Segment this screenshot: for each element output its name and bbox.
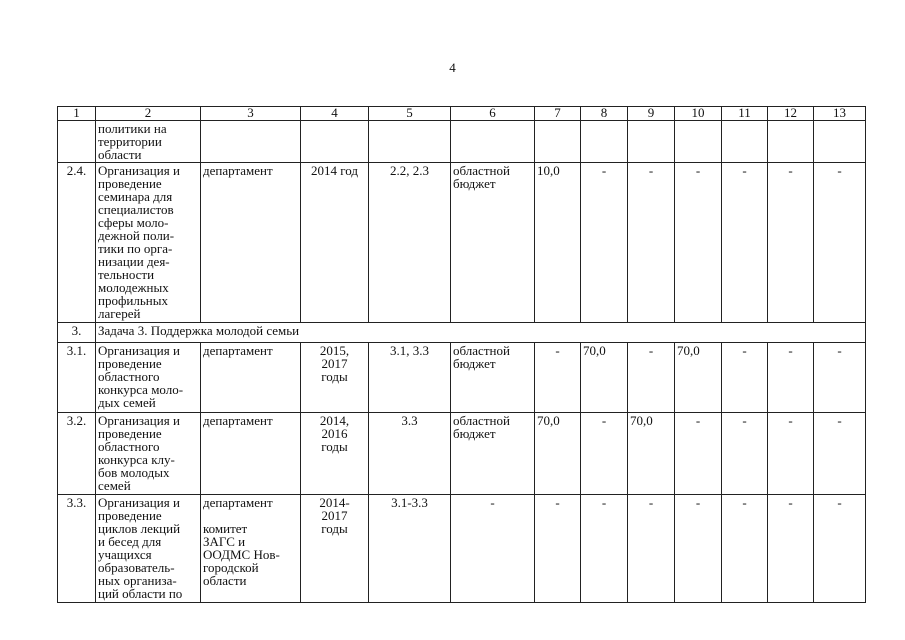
amount-cell: 70,0 <box>628 413 675 495</box>
executor: департамент <box>201 413 301 495</box>
amount-cell: - <box>581 163 628 323</box>
indicator: 3.3 <box>369 413 451 495</box>
amount-cell: - <box>768 163 814 323</box>
column-number: 6 <box>451 107 535 121</box>
program-table <box>57 106 866 603</box>
amount-cell: 10,0 <box>535 163 581 323</box>
section-number: 3. <box>58 323 96 343</box>
amount-cell <box>581 121 628 163</box>
column-number: 5 <box>369 107 451 121</box>
amount-cell: - <box>675 413 722 495</box>
amount-cell: - <box>722 163 768 323</box>
amount-cell: - <box>675 495 722 603</box>
amount-cell: - <box>581 495 628 603</box>
funding-source <box>451 121 535 163</box>
amount-cell: - <box>722 413 768 495</box>
executor: департамент комитет ЗАГС и ООДМС Нов- городской области <box>201 495 301 603</box>
indicator: 3.1-3.3 <box>369 495 451 603</box>
activity-name: политики на территории области <box>96 121 201 163</box>
amount-cell <box>535 121 581 163</box>
amount-cell <box>628 121 675 163</box>
activity-name: Организация и проведение областного конкурса клу- бов молодых семей <box>96 413 201 495</box>
amount-cell: - <box>814 413 866 495</box>
column-number: 10 <box>675 107 722 121</box>
table-row <box>58 121 866 163</box>
column-number: 2 <box>96 107 201 121</box>
row-number: 3.1. <box>58 343 96 413</box>
period: 2014 год <box>301 163 369 323</box>
amount-cell: - <box>814 495 866 603</box>
amount-cell <box>814 121 866 163</box>
period: 2014, 2016 годы <box>301 413 369 495</box>
section-row <box>58 323 866 343</box>
activity-name: Организация и проведение семинара для специалистов сферы моло- дежной поли- тики по орга- низации дея- тельности молодежных профильных лагерей <box>96 163 201 323</box>
activity-name: Организация и проведение областного конкурса моло- дых семей <box>96 343 201 413</box>
indicator: 3.1, 3.3 <box>369 343 451 413</box>
table-row <box>58 413 866 495</box>
indicator <box>369 121 451 163</box>
amount-cell <box>722 121 768 163</box>
funding-source: областной бюджет <box>451 413 535 495</box>
column-number: 4 <box>301 107 369 121</box>
amount-cell: 70,0 <box>535 413 581 495</box>
activity-name: Организация и проведение циклов лекций и бесед для учащихся образователь- ных организа- ций области по <box>96 495 201 603</box>
funding-source: областной бюджет <box>451 163 535 323</box>
amount-cell: - <box>768 343 814 413</box>
row-number: 3.2. <box>58 413 96 495</box>
period: 2015, 2017 годы <box>301 343 369 413</box>
column-number: 9 <box>628 107 675 121</box>
row-number: 2.4. <box>58 163 96 323</box>
funding-source: - <box>451 495 535 603</box>
column-number-row <box>58 107 866 121</box>
column-number: 1 <box>58 107 96 121</box>
period: 2014- 2017 годы <box>301 495 369 603</box>
executor: департамент <box>201 163 301 323</box>
executor <box>201 121 301 163</box>
column-number: 7 <box>535 107 581 121</box>
amount-cell: - <box>768 413 814 495</box>
column-number: 13 <box>814 107 866 121</box>
table-row <box>58 495 866 603</box>
page-number: 4 <box>449 60 456 75</box>
amount-cell: - <box>768 495 814 603</box>
amount-cell: - <box>814 163 866 323</box>
amount-cell: - <box>535 343 581 413</box>
amount-cell: - <box>581 413 628 495</box>
indicator: 2.2, 2.3 <box>369 163 451 323</box>
amount-cell: - <box>814 343 866 413</box>
amount-cell: 70,0 <box>581 343 628 413</box>
column-number: 8 <box>581 107 628 121</box>
amount-cell: - <box>628 343 675 413</box>
row-number <box>58 121 96 163</box>
period <box>301 121 369 163</box>
executor: департамент <box>201 343 301 413</box>
column-number: 12 <box>768 107 814 121</box>
amount-cell: - <box>628 163 675 323</box>
table-row <box>58 343 866 413</box>
section-title: Задача 3. Поддержка молодой семьи <box>96 323 866 343</box>
row-number: 3.3. <box>58 495 96 603</box>
column-number: 3 <box>201 107 301 121</box>
funding-source: областной бюджет <box>451 343 535 413</box>
amount-cell: - <box>722 495 768 603</box>
amount-cell <box>768 121 814 163</box>
column-number: 11 <box>722 107 768 121</box>
table-row <box>58 163 866 323</box>
amount-cell <box>675 121 722 163</box>
amount-cell: - <box>722 343 768 413</box>
amount-cell: - <box>675 163 722 323</box>
amount-cell: - <box>628 495 675 603</box>
amount-cell: 70,0 <box>675 343 722 413</box>
amount-cell: - <box>535 495 581 603</box>
